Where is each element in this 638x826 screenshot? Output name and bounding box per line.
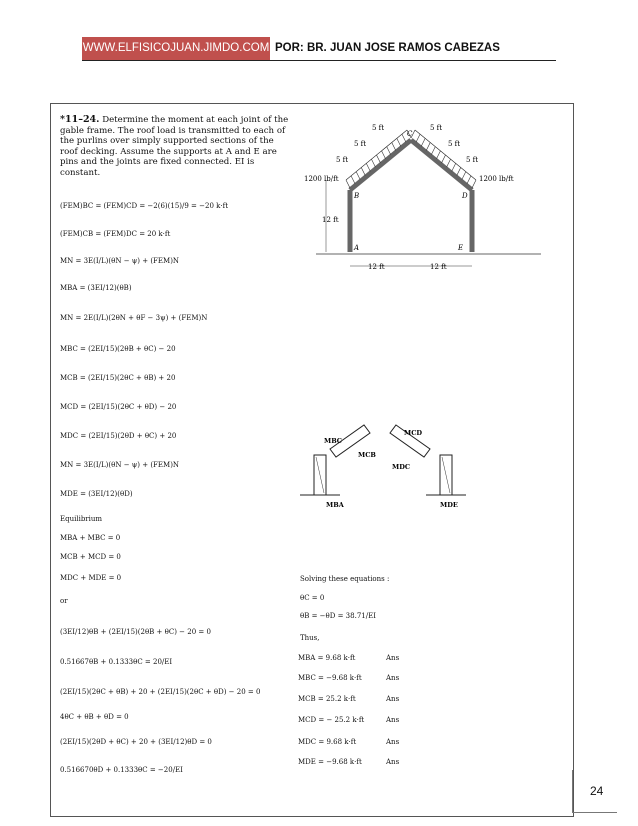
load-arrow	[436, 151, 440, 159]
load-arrow	[387, 147, 391, 155]
thus-label: Thus,	[300, 634, 320, 642]
eq-mbc: MBC = (2EI/15)(2θB + θC) − 20	[60, 345, 176, 353]
load-arrow	[431, 147, 435, 155]
dim-5ft-5: 5 ft	[448, 140, 461, 148]
eq-mcd: MCD = (2EI/15)(2θC + θD) − 20	[60, 403, 177, 411]
eq-e3: (2EI/15)(2θC + θB) + 20 + (2EI/15)(2θC + θD) − 20 = 0	[60, 688, 261, 696]
eq-mde: MDE = (3EI/12)(θD)	[60, 490, 133, 498]
load-left: 1200 lb/ft	[304, 175, 339, 183]
load-arrow	[346, 180, 350, 188]
load-arrow	[467, 176, 471, 184]
eq-fem-cb: (FEM)CB = (FEM)DC = 20 k·ft	[60, 230, 171, 238]
load-arrow	[426, 143, 430, 151]
dim-5ft-4: 5 ft	[430, 124, 443, 132]
eq-mba: MBA = (3EI/12)(θB)	[60, 284, 132, 292]
eq-equil-2: MCB + MCD = 0	[60, 553, 121, 561]
label-d: D	[462, 192, 468, 200]
span-right: 12 ft	[430, 263, 447, 271]
load-arrow	[392, 143, 396, 151]
result-value: MCD = − 25.2 k·ft	[298, 716, 365, 724]
load-arrow	[382, 151, 386, 159]
author-credit: POR: BR. JUAN JOSE RAMOS CABEZAS	[275, 42, 500, 54]
load-arrow	[377, 155, 381, 163]
load-arrow	[351, 176, 355, 184]
eq-mn-pin2: MN = 3E(I/L)(θN − ψ) + (FEM)N	[60, 461, 180, 469]
load-arrow	[361, 168, 365, 176]
eq-equil-3: MDC + MDE = 0	[60, 574, 122, 582]
eq-e2: 0.51667θB + 0.1333θC = 20/EI	[60, 658, 173, 666]
equilibrium-heading: Equilibrium	[60, 515, 103, 523]
eq-e5: (2EI/15)(2θD + θC) + 20 + (3EI/12)θD = 0	[60, 738, 212, 746]
load-arrow	[457, 168, 461, 176]
eq-e4: 4θC + θB + θD = 0	[60, 713, 129, 721]
label-e: E	[458, 244, 464, 252]
load-arrow	[356, 172, 360, 180]
ans-label: Ans	[386, 716, 400, 724]
fbd-mbc: MBC	[324, 437, 342, 445]
result-row	[298, 716, 399, 725]
fbd-mdc: MDC	[392, 463, 411, 471]
load-arrow	[447, 159, 451, 167]
load-arrow	[416, 134, 420, 142]
result-value: MCB = 25.2 k·ft	[298, 695, 356, 703]
ans-label: Ans	[386, 695, 400, 703]
gable-frame-figure	[296, 118, 560, 278]
problem-text: Determine the moment at each joint of the gable frame. The roof load is transmitted to each of the purlins over simply supported sections of the roof decking. Assume the supports at A and E are pins and the joints are fixed connected. EI is constant.	[60, 115, 289, 178]
dim-5ft-2: 5 ft	[354, 140, 367, 148]
problem-number: *11–24.	[60, 114, 100, 125]
eq-mn-fixed: MN = 2E(I/L)(2θN + θF − 3ψ) + (FEM)N	[60, 314, 208, 322]
load-arrow	[472, 180, 476, 188]
eq-equil-1: MBA + MBC = 0	[60, 534, 121, 542]
result-value: MBA = 9.68 k·ft	[298, 654, 356, 662]
result-row	[298, 695, 399, 704]
ans-label: Ans	[386, 738, 400, 746]
ans-label: Ans	[386, 758, 400, 766]
ans-label: Ans	[386, 654, 400, 662]
result-row	[298, 758, 399, 767]
fbd-mcb: MCB	[358, 451, 376, 459]
load-arrow	[452, 163, 456, 171]
load-arrow	[371, 159, 375, 167]
result-row	[298, 654, 399, 663]
eq-mn-pin: MN = 3E(I/L)(θN − ψ) + (FEM)N	[60, 257, 180, 265]
problem-statement	[60, 115, 290, 179]
fbd-mde: MDE	[440, 501, 458, 509]
free-body-diagram	[296, 415, 476, 525]
label-c: C	[407, 130, 413, 138]
load-arrow	[421, 138, 425, 146]
dim-5ft-3: 5 ft	[336, 156, 349, 164]
load-arrow	[366, 163, 370, 171]
eq-mdc: MDC = (2EI/15)(2θD + θC) + 20	[60, 432, 177, 440]
span-left: 12 ft	[368, 263, 385, 271]
height-label: 12 ft	[322, 216, 339, 224]
load-right: 1200 lb/ft	[479, 175, 514, 183]
result-value: MDC = 9.68 k·ft	[298, 738, 357, 746]
load-arrow	[402, 134, 406, 142]
eq-e6: 0.516670θD + 0.1333θC = −20/EI	[60, 766, 183, 774]
dim-5ft-1: 5 ft	[372, 124, 385, 132]
website-url[interactable]: WWW.ELFISICOJUAN.JIMDO.COM	[82, 37, 270, 60]
eq-e1: (3EI/12)θB + (2EI/15)(2θB + θC) − 20 = 0	[60, 628, 211, 636]
solution-heading: Solving these equations :	[300, 575, 390, 583]
result-value: MBC = −9.68 k·ft	[298, 674, 362, 682]
eq-fem-bc: (FEM)BC = (FEM)CD = −2(6)(15)/9 = −20 k·ft	[60, 202, 229, 210]
dim-5ft-6: 5 ft	[466, 156, 479, 164]
fbd-mba: MBA	[326, 501, 344, 509]
fbd-mcd: MCD	[404, 429, 423, 437]
eq-mcb: MCB = (2EI/15)(2θC + θB) + 20	[60, 374, 176, 382]
theta-b: θB = −θD = 38.71/EI	[300, 612, 376, 620]
load-arrow	[442, 155, 446, 163]
or-label: or	[60, 597, 68, 605]
theta-c: θC = 0	[300, 594, 325, 602]
result-row	[298, 738, 399, 747]
load-arrow	[397, 138, 401, 146]
result-row	[298, 674, 399, 683]
ans-label: Ans	[386, 674, 400, 682]
load-arrow	[462, 172, 466, 180]
result-value: MDE = −9.68 k·ft	[298, 758, 362, 766]
page-number: 24	[590, 784, 604, 798]
label-a: A	[354, 244, 360, 252]
label-b: B	[354, 192, 360, 200]
header-rule	[82, 60, 556, 61]
